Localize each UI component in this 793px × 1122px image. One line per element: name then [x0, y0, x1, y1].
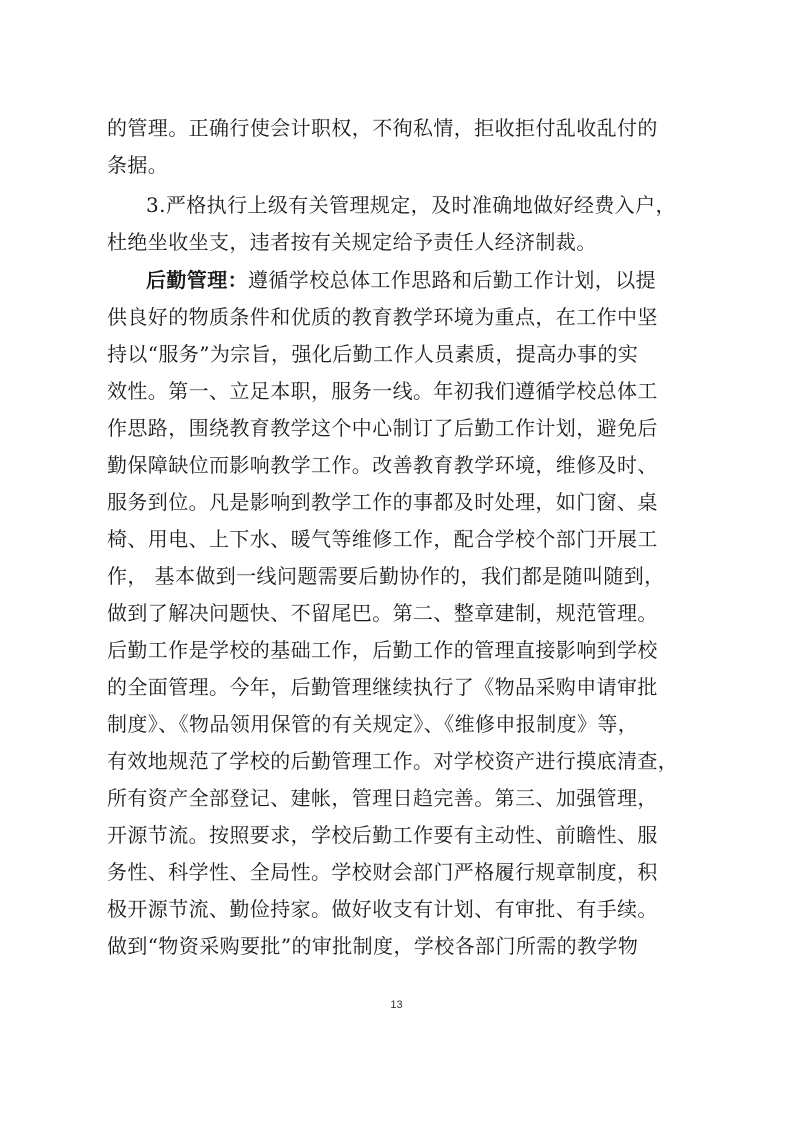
section-paragraph-start	[146, 262, 688, 298]
body-text-line: 开源节流。按照要求，学校后勤工作要有主动性、前瞻性、服	[107, 823, 658, 847]
section-heading: 后勤管理：	[146, 268, 248, 292]
body-text-line: 遵循学校总体工作思路和后勤工作计划，以提	[248, 268, 656, 292]
body-text-line: 效性。第一、立足本职，服务一线。年初我们遵循学校总体工	[107, 379, 658, 403]
body-text-line: 极开源节流、勤俭持家。做好收支有计划、有审批、有手续。	[107, 897, 658, 921]
body-text-line: 作思路，围绕教育教学这个中心制订了后勤工作计划，避免后	[107, 416, 658, 440]
body-text-line: 勤保障缺位而影响教学工作。改善教育教学环境，维修及时、	[107, 453, 658, 477]
body-text-line: 的管理。正确行使会计职权，不徇私情，拒收拒付乱收乱付的	[107, 116, 658, 140]
body-text-line: 所有资产全部登记、建帐，管理日趋完善。第三、加强管理，	[107, 786, 658, 810]
body-text-line: 后勤工作是学校的基础工作，后勤工作的管理直接影响到学校	[107, 638, 658, 662]
body-text-line: 椅、用电、上下水、暖气等维修工作，配合学校个部门开展工	[107, 527, 658, 551]
body-text-line: 做到“物资采购要批”的审批制度，学校各部门所需的教学物	[107, 934, 639, 958]
body-text-line: 有效地规范了学校的后勤管理工作。对学校资产进行摸底清查，	[107, 749, 679, 773]
body-text-line: 供良好的物质条件和优质的教育教学环境为重点，在工作中坚	[107, 305, 658, 329]
body-text-line: 制度》、《物品领用保管的有关规定》、《维修申报制度》等，	[107, 712, 639, 736]
body-text-line: 的全面管理。今年，后勤管理继续执行了《物品采购申请审批	[107, 675, 658, 699]
body-text-line: 做到了解决问题快、不留尾巴。第二、整章建制，规范管理。	[107, 601, 658, 625]
body-text-line: 条据。	[107, 153, 169, 177]
body-text-line: 杜绝坐收坐支，违者按有关规定给予责任人经济制裁。	[107, 230, 597, 254]
body-text-line: 务性、科学性、全局性。学校财会部门严格履行规章制度，积	[107, 860, 658, 884]
page-number: 13	[390, 999, 403, 1011]
body-text-line: 作， 基本做到一线问题需要后勤协作的，我们都是随叫随到，	[107, 564, 665, 588]
list-item-3: 3.严格执行上级有关管理规定，及时准确地做好经费入户，	[146, 193, 676, 217]
body-text-line: 持以“服务”为宗旨，强化后勤工作人员素质，提高办事的实	[107, 342, 639, 366]
body-text-line: 服务到位。凡是影响到教学工作的事都及时处理，如门窗、桌	[107, 490, 658, 514]
